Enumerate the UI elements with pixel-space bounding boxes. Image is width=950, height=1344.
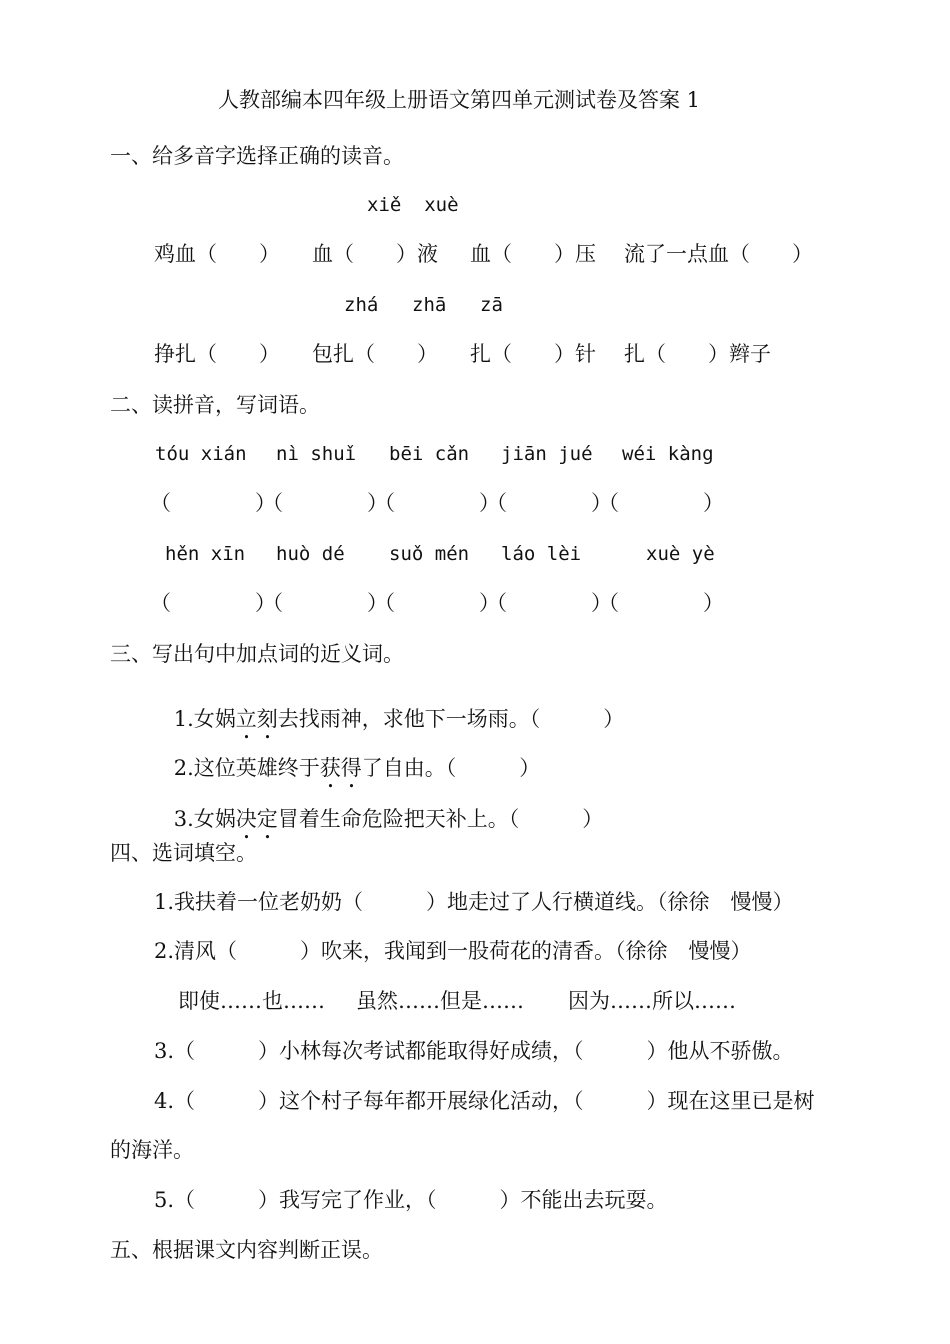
section-3-heading: 三、写出句中加点词的近义词。 [110,642,404,666]
s1-item-4: 流了一点血（ ） [624,242,813,266]
s1-item-2: 血（ ）液 [312,242,438,266]
section-2-heading: 二、读拼音，写词语。 [110,393,320,417]
s1-pinyin-2c: zā [480,294,503,316]
s2-pinyin-6: hěn xīn [165,543,246,565]
s2-pinyin-2: nì shuǐ [276,443,357,465]
s2-pinyin-5: wéi kàng [622,443,714,465]
s1-pinyin-2b: zhā [412,294,447,316]
section-4-heading: 四、选词填空。 [110,841,257,865]
page-title: 人教部编本四年级上册语文第四单元测试卷及答案 1 [218,88,701,112]
s4-question-1: 1.我扶着一位老奶奶（ ）地走过了人行横道线。（徐徐 慢慢） [154,890,794,914]
s1-item-8: 扎（ ）辫子 [624,342,771,366]
s4-option-1: 即使……也…… [178,989,325,1013]
dotted-word: 立刻 [235,707,278,731]
answer-paren: （ ） [262,491,388,515]
s2-pinyin-7: huò dé [276,543,345,565]
s1-item-7: 扎（ ）针 [470,342,596,366]
answer-paren: （ ） [598,591,724,615]
answer-paren: （ ） [374,491,500,515]
s4-option-3: 因为……所以…… [568,989,736,1013]
s1-item-6: 包扎（ ） [312,342,438,366]
question-text: 冒着生命危险把天补上。（ ） [277,807,604,831]
answer-paren: （ ） [374,591,500,615]
question-text: 去找雨神，求他下一场雨。（ ） [277,707,625,731]
answer-paren: （ ） [486,491,612,515]
s2-pinyin-3: bēi cǎn [389,443,470,465]
section-1-heading: 一、给多音字选择正确的读音。 [110,144,404,168]
answer-paren: （ ） [262,591,388,615]
answer-paren: （ ） [598,491,724,515]
s2-pinyin-9: láo lèi [501,543,582,565]
s4-option-2: 虽然……但是…… [356,989,524,1013]
s4-question-4-cont: 的海洋。 [110,1138,194,1162]
question-text: 了自由。（ ） [361,756,541,780]
answer-paren: （ ） [150,591,276,615]
s1-pinyin-2a: zhá [344,294,379,316]
s1-pinyin-1: xiě xuè [367,194,459,216]
s1-item-3: 血（ ）压 [470,242,596,266]
answer-paren: （ ） [486,591,612,615]
section-5-heading: 五、根据课文内容判断正误。 [110,1238,383,1262]
question-text: 3.女娲 [173,807,236,831]
s4-question-4: 4.（ ）这个村子每年都开展绿化活动，（ ）现在这里已是树 [154,1089,815,1113]
s1-item-1: 鸡血（ ） [154,242,280,266]
s2-pinyin-10: xuè yè [646,543,715,565]
s1-item-5: 挣扎（ ） [154,342,280,366]
dotted-word: 决定 [235,807,278,831]
s4-question-5: 5.（ ）我写完了作业，（ ）不能出去玩耍。 [154,1188,668,1212]
s4-question-3: 3.（ ）小林每次考试都能取得好成绩，（ ）他从不骄傲。 [154,1039,794,1063]
s2-pinyin-1: tóu xián [155,443,247,465]
answer-paren: （ ） [150,491,276,515]
dotted-word: 获得 [319,756,362,780]
s4-question-2: 2.清风（ ）吹来，我闻到一股荷花的清香。（徐徐 慢慢） [154,939,752,963]
s2-pinyin-4: jiān jué [501,443,593,465]
question-text: 2.这位英雄终于 [173,756,320,780]
question-text: 1.女娲 [173,707,236,731]
s2-pinyin-8: suǒ mén [389,543,470,565]
